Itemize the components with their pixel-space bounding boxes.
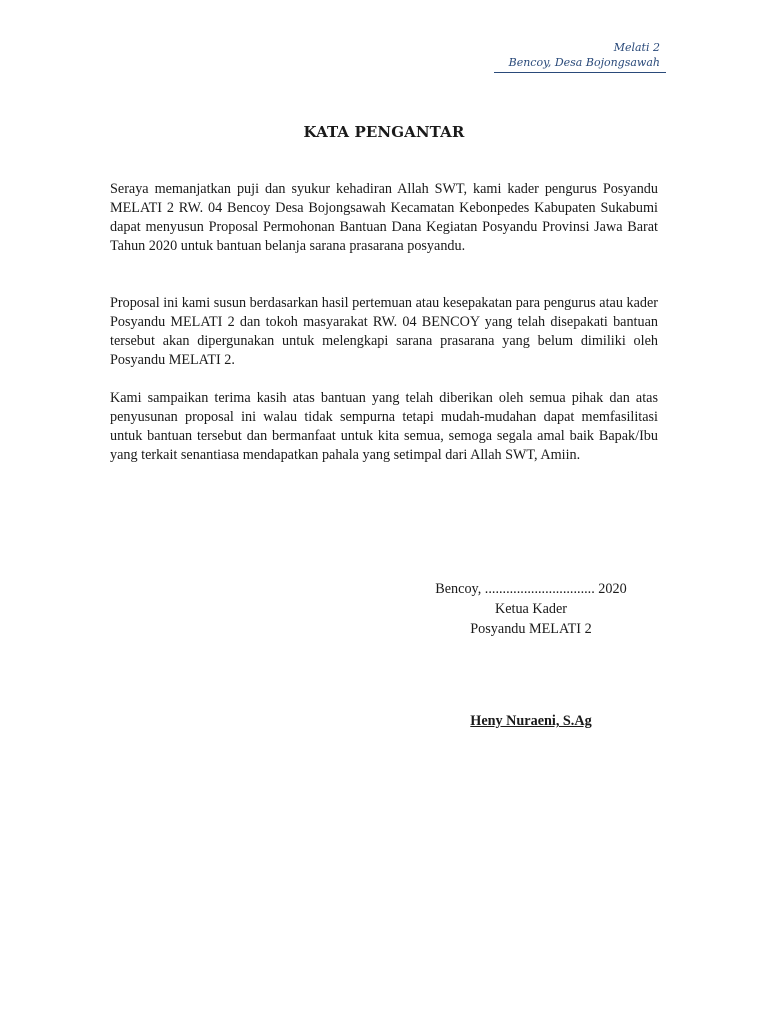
- header-divider: [494, 72, 666, 73]
- signature-role: Ketua Kader: [494, 601, 568, 617]
- signature-block: [420, 579, 642, 639]
- page-header: [509, 40, 660, 70]
- document-title: KATA PENGANTAR: [303, 123, 465, 141]
- signature-place-date: Bencoy, ............................... 2020: [435, 581, 627, 597]
- paragraph-1: Seraya memanjatkan puji dan syukur kehadiran Allah SWT, kami kader pengurus Posyandu MELATI 2 RW. 04 Bencoy Desa Bojongsawah Kecamatan Kebonpedes Kabupaten Sukabumi dapat menyusun Proposal Permohonan Bantuan Dana Kegiatan Posyandu Provinsi Jawa Barat Tahun 2020 untuk bantuan belanja sarana prasarana posyandu.: [110, 181, 658, 254]
- signature-organization: Posyandu MELATI 2: [470, 621, 592, 637]
- signatory-name: Heny Nuraeni, S.Ag: [470, 713, 592, 729]
- header-line-1: Melati 2: [613, 41, 660, 54]
- header-line-2: Bencoy, Desa Bojongsawah: [508, 56, 660, 69]
- paragraph-2: Proposal ini kami susun berdasarkan hasil pertemuan atau kesepakatan para pengurus atau kader Posyandu MELATI 2 dan tokoh masyarakat RW. 04 BENCOY yang telah disepakati bantuan tersebut akan dipergunakan untuk melengkapi sarana prasarana yang belum dimiliki oleh Posyandu MELATI 2.: [110, 295, 658, 368]
- paragraph-3: Kami sampaikan terima kasih atas bantuan yang telah diberikan oleh semua pihak dan atas penyusunan proposal ini walau tidak sempurna tetapi mudah-mudahan dapat memfasilitasi untuk bantuan tersebut dan bermanfaat untuk kita semua, semoga segala amal baik Bapak/Ibu yang terkait senantiasa mendapatkan pahala yang setimpal dari Allah SWT, Amiin.: [110, 390, 658, 463]
